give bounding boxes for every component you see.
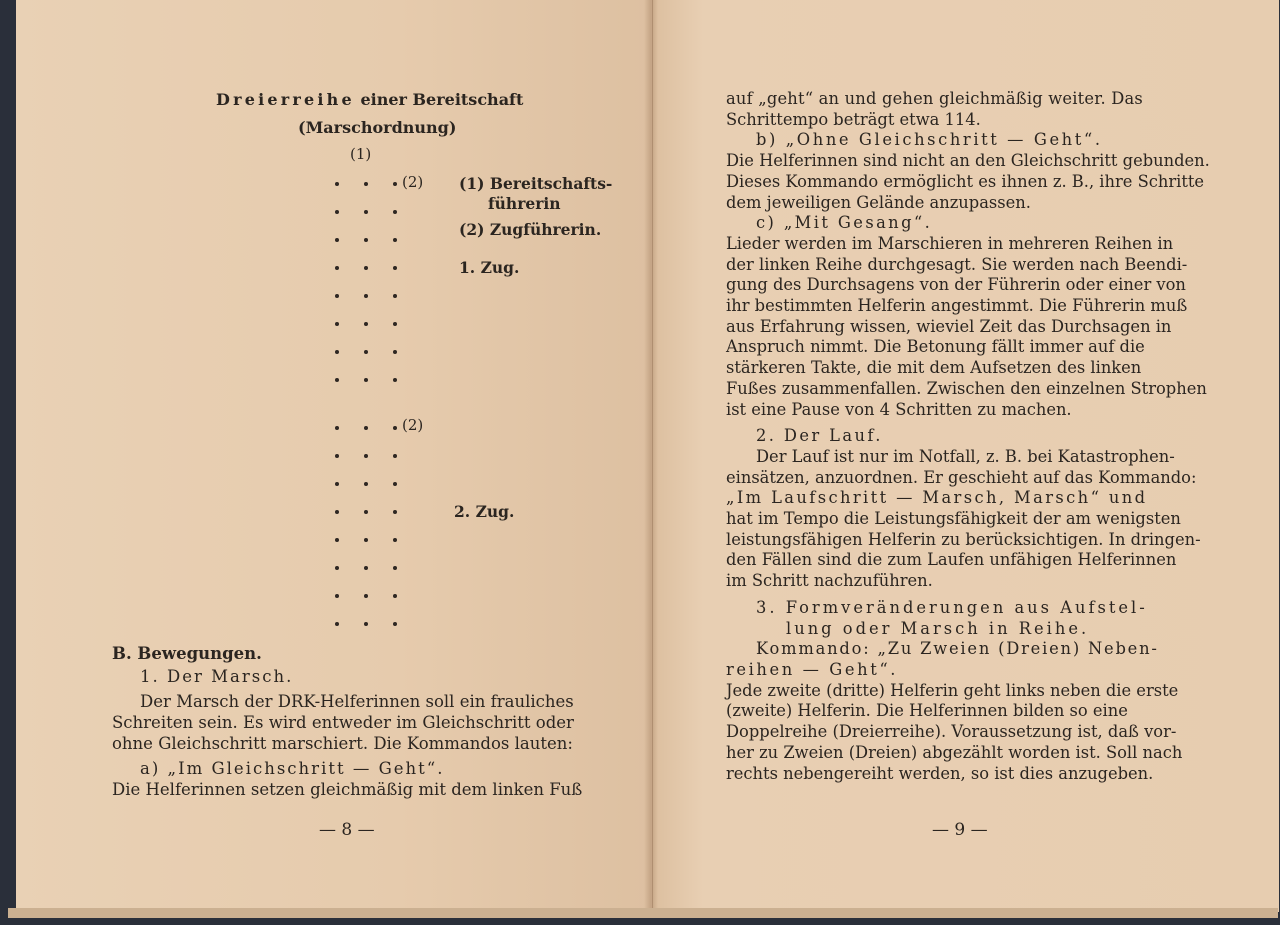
- helper-dot: [335, 622, 339, 626]
- text-line: leistungsfähigen Helferin zu berücksichtigen. In dringen-: [726, 529, 1201, 549]
- text-line: dem jeweiligen Gelände anzupassen.: [726, 192, 1031, 212]
- helper-dot: [335, 378, 339, 382]
- formation-row: [334, 238, 404, 246]
- text-line: rechts nebengereiht werden, so ist dies anzugeben.: [726, 763, 1154, 783]
- helper-dot: [393, 566, 397, 570]
- marker-2-second: (2): [402, 416, 424, 434]
- text-line: Fußes zusammenfallen. Zwischen den einzelnen Strophen: [726, 378, 1207, 398]
- helper-dot: [393, 238, 397, 242]
- formation-row: [334, 210, 404, 218]
- command-a: a) „Im Gleichschritt — Geht“.: [140, 759, 445, 778]
- formation-row: [334, 594, 404, 602]
- helper-dot: [393, 210, 397, 214]
- command-nebenreihen-cont: reihen — Geht“.: [726, 659, 899, 679]
- legend-item-2: (2) Zugführerin.: [459, 220, 602, 239]
- command-nebenreihen: Kommando: „Zu Zweien (Dreien) Neben-: [756, 639, 1159, 659]
- text-line: aus Erfahrung wissen, wieviel Zeit das Durchsagen in: [726, 316, 1172, 336]
- helper-dot: [393, 350, 397, 354]
- helper-dot: [393, 294, 397, 298]
- text-line: Doppelreihe (Dreierreihe). Voraussetzung ist, daß vor-: [726, 722, 1177, 742]
- helper-dot: [393, 594, 397, 598]
- helper-dot: [364, 426, 368, 430]
- page-number-right: — 9 —: [932, 820, 988, 840]
- text-line: Schrittempo beträgt etwa 114.: [726, 109, 981, 129]
- helper-dot: [335, 210, 339, 214]
- text-line: her zu Zweien (Dreien) abgezählt worden ist. Soll nach: [726, 742, 1183, 762]
- book-gutter: [644, 0, 658, 912]
- formation-row: [334, 350, 404, 358]
- text-line: der linken Reihe durchgesagt. Sie werden nach Beendi-: [726, 254, 1188, 274]
- formation-row: [334, 322, 404, 330]
- formation-row: [334, 510, 404, 518]
- helper-dot: [393, 266, 397, 270]
- formation-row: [334, 482, 404, 490]
- text-line: ihr bestimmten Helferin angestimmt. Die Führerin muß: [726, 296, 1188, 316]
- formation-row: [334, 426, 404, 434]
- text-line: Der Lauf ist nur im Notfall, z. B. bei Katastrophen-: [756, 446, 1175, 466]
- formation-row: [334, 266, 404, 274]
- text-line: Die Helferinnen sind nicht an den Gleichschritt gebunden.: [726, 151, 1210, 171]
- helper-dot: [364, 510, 368, 514]
- helper-dot: [393, 378, 397, 382]
- helper-dot: [364, 266, 368, 270]
- helper-dot: [393, 454, 397, 458]
- helper-dot: [364, 350, 368, 354]
- formation-title: Dreierreihe einer Bereitschaft: [216, 90, 524, 109]
- helper-dot: [393, 510, 397, 514]
- left-page: [16, 0, 653, 912]
- helper-dot: [335, 350, 339, 354]
- text-line: stärkeren Takte, die mit dem Aufsetzen des linken: [726, 358, 1142, 378]
- helper-dot: [335, 322, 339, 326]
- legend-zug-2: 2. Zug.: [454, 502, 515, 521]
- page-number-left: — 8 —: [319, 820, 375, 840]
- helper-dot: [364, 182, 368, 186]
- page-edge: [8, 908, 1278, 918]
- helper-dot: [335, 566, 339, 570]
- helper-dot: [364, 210, 368, 214]
- helper-dot: [364, 566, 368, 570]
- helper-dot: [364, 482, 368, 486]
- command-c: c) „Mit Gesang“.: [756, 213, 933, 233]
- right-page-text: [726, 89, 1212, 784]
- helper-dot: [335, 182, 339, 186]
- text-line: auf „geht“ an und gehen gleichmäßig weiter. Das: [726, 89, 1143, 108]
- helper-dot: [393, 322, 397, 326]
- helper-dot: [393, 622, 397, 626]
- formation-subtitle: (Marschordnung): [298, 118, 457, 137]
- formation-row: [334, 294, 404, 302]
- helper-dot: [335, 482, 339, 486]
- text-line: den Fällen sind die zum Laufen unfähigen Helferinnen: [726, 550, 1177, 570]
- marker-2-first: (2): [402, 173, 424, 191]
- text-line: (zweite) Helferin. Die Helferinnen bilden so eine: [726, 701, 1128, 721]
- legend-item-1: (1) Bereitschafts- führerin: [459, 174, 613, 213]
- helper-dot: [393, 426, 397, 430]
- command-b: b) „Ohne Gleichschritt — Geht“.: [756, 130, 1103, 150]
- command-laufschritt: „Im Laufschritt — Marsch, Marsch“ und: [726, 488, 1148, 508]
- legend-zug-1: 1. Zug.: [459, 258, 520, 277]
- subsection-formveraenderungen-cont: lung oder Marsch in Reihe.: [786, 618, 1090, 638]
- helper-dot: [364, 378, 368, 382]
- text-line: Jede zweite (dritte) Helferin geht links neben die erste: [726, 680, 1179, 700]
- helper-dot: [364, 238, 368, 242]
- paragraph-line: Die Helferinnen setzen gleichmäßig mit dem linken Fuß: [112, 780, 583, 799]
- helper-dot: [364, 294, 368, 298]
- helper-dot: [335, 594, 339, 598]
- helper-dot: [364, 594, 368, 598]
- helper-dot: [364, 322, 368, 326]
- helper-dot: [364, 454, 368, 458]
- helper-dot: [393, 538, 397, 542]
- text-line: im Schritt nachzuführen.: [726, 571, 933, 591]
- section-heading: B. Bewegungen.: [112, 644, 262, 663]
- helper-dot: [335, 238, 339, 242]
- marker-1: (1): [350, 145, 372, 163]
- helper-dot: [335, 266, 339, 270]
- helper-dot: [335, 426, 339, 430]
- formation-row: [334, 566, 404, 574]
- text-line: gung des Durchsagens von der Führerin oder einer von: [726, 275, 1186, 295]
- text-line: Lieder werden im Marschieren in mehreren Reihen in: [726, 233, 1174, 253]
- paragraph-line: Schreiten sein. Es wird entweder im Gleichschritt oder: [112, 713, 574, 732]
- paragraph-line: ohne Gleichschritt marschiert. Die Kommandos lauten:: [112, 734, 573, 753]
- formation-row: [334, 182, 404, 190]
- text-line: ist eine Pause von 4 Schritten zu machen.: [726, 399, 1072, 419]
- text-line: einsätzen, anzuordnen. Er geschieht auf das Kommando:: [726, 467, 1197, 487]
- formation-row: [334, 622, 404, 630]
- helper-dot: [335, 454, 339, 458]
- text-line: hat im Tempo die Leistungsfähigkeit der am wenigsten: [726, 509, 1181, 529]
- helper-dot: [393, 182, 397, 186]
- subsection-marsch: 1. Der Marsch.: [140, 667, 294, 686]
- helper-dot: [335, 294, 339, 298]
- helper-dot: [335, 538, 339, 542]
- helper-dot: [364, 622, 368, 626]
- subsection-formveraenderungen: 3. Formveränderungen aus Aufstel-: [756, 597, 1148, 617]
- formation-row: [334, 378, 404, 386]
- helper-dot: [364, 538, 368, 542]
- open-booklet: [8, 0, 1278, 918]
- paragraph-line: Der Marsch der DRK-Helferinnen soll ein frauliches: [140, 692, 574, 711]
- text-line: Anspruch nimmt. Die Betonung fällt immer auf die: [726, 337, 1145, 357]
- text-line: Dieses Kommando ermöglicht es ihnen z. B., ihre Schritte: [726, 171, 1205, 191]
- formation-row: [334, 538, 404, 546]
- subsection-lauf: 2. Der Lauf.: [756, 426, 883, 446]
- helper-dot: [335, 510, 339, 514]
- helper-dot: [393, 482, 397, 486]
- formation-row: [334, 454, 404, 462]
